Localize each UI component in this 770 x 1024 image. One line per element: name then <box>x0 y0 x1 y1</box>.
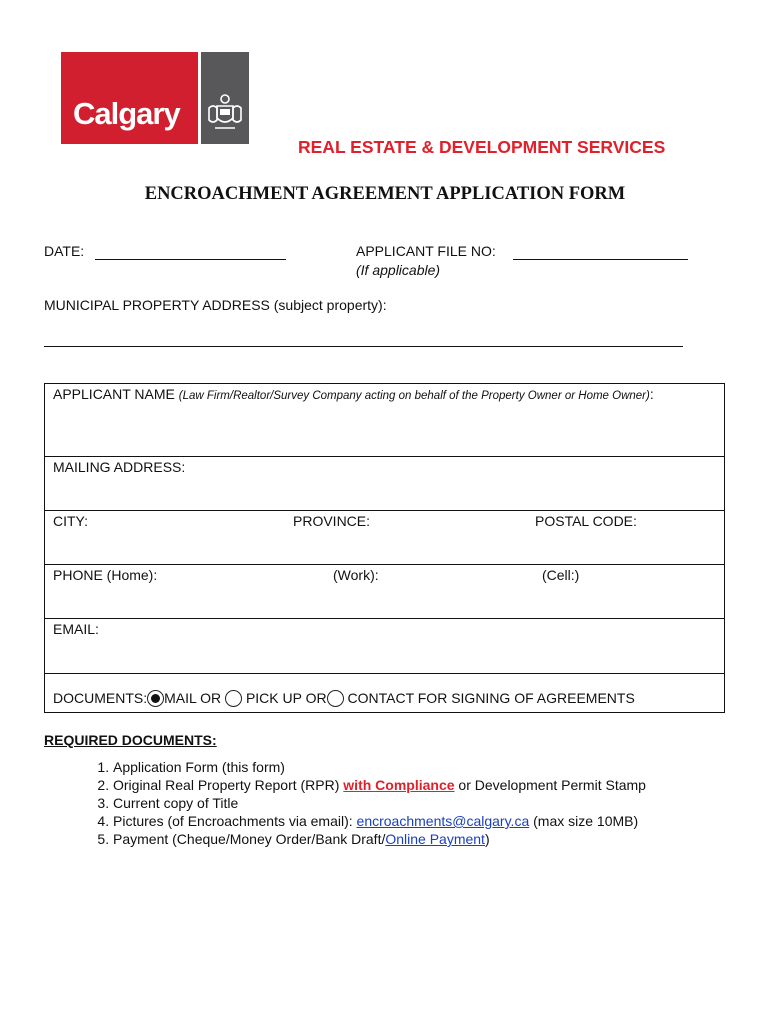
address-field[interactable] <box>44 346 683 347</box>
email-label: EMAIL: <box>53 621 99 637</box>
online-payment-link[interactable]: Online Payment <box>385 831 485 847</box>
item-text: Original Real Property Report (RPR) <box>113 777 344 793</box>
crest-icon <box>201 52 249 144</box>
required-documents-heading <box>44 732 217 748</box>
applicant-info-box <box>44 383 725 713</box>
documents-row <box>53 690 635 707</box>
phone-home-label: PHONE (Home): <box>53 567 158 583</box>
divider <box>45 564 724 565</box>
calgary-logo <box>61 52 198 144</box>
list-item <box>113 776 646 794</box>
list-item <box>113 758 646 776</box>
item-text: Payment (Cheque/Money Order/Bank Draft/ <box>113 831 386 847</box>
divider <box>45 510 724 511</box>
date-field[interactable] <box>95 259 286 260</box>
file-no-note: (If applicable) <box>356 262 441 278</box>
mail-option-suffix: OR <box>196 690 222 706</box>
item-text: Application Form (this form) <box>113 759 285 775</box>
pickup-option-label: PICK UP OR <box>245 690 327 706</box>
province-label: PROVINCE: <box>293 513 371 529</box>
contact-radio[interactable] <box>327 690 344 707</box>
address-label: MUNICIPAL PROPERTY ADDRESS (subject property): <box>44 297 387 313</box>
mail-radio[interactable] <box>147 690 164 707</box>
item-text: (max size 10MB) <box>529 813 639 829</box>
logo-wordmark: Calgary <box>73 96 180 131</box>
mail-option-label: MAIL <box>164 690 197 706</box>
item-text: or Development Permit Stamp <box>454 777 646 793</box>
documents-label: DOCUMENTS: <box>53 690 148 706</box>
city-label: CITY: <box>53 513 89 529</box>
list-item <box>113 830 646 848</box>
item-text: ) <box>484 831 490 847</box>
divider <box>45 456 724 457</box>
department-heading: REAL ESTATE & DEVELOPMENT SERVICES <box>298 137 666 157</box>
list-item <box>113 812 646 830</box>
divider <box>45 618 724 619</box>
compliance-emphasis: with Compliance <box>343 777 455 793</box>
required-documents-list <box>69 758 646 848</box>
phone-work-label: (Work): <box>333 567 379 583</box>
date-label: DATE: <box>44 243 85 259</box>
file-no-field[interactable] <box>513 259 688 260</box>
mailing-address-label: MAILING ADDRESS: <box>53 459 186 475</box>
postal-code-label: POSTAL CODE: <box>535 513 637 529</box>
contact-option-label: CONTACT FOR SIGNING OF AGREEMENTS <box>347 690 635 706</box>
required-heading-colon: : <box>212 732 217 748</box>
form-title: ENCROACHMENT AGREEMENT APPLICATION FORM <box>144 184 626 204</box>
applicant-name-colon: : <box>649 386 654 402</box>
applicant-name-field[interactable] <box>53 386 654 402</box>
item-text: Pictures (of Encroachments via email): <box>113 813 357 829</box>
required-heading-text: REQUIRED DOCUMENTS <box>44 732 213 748</box>
email-link[interactable]: encroachments@calgary.ca <box>356 813 530 829</box>
file-no-label: APPLICANT FILE NO: <box>356 243 496 259</box>
applicant-name-label: APPLICANT NAME <box>53 386 175 402</box>
applicant-name-note: (Law Firm/Realtor/Survey Company acting on behalf of the Property Owner or Home Owner) <box>178 390 650 402</box>
item-text: Current copy of Title <box>113 795 239 811</box>
phone-cell-label: (Cell:) <box>542 567 580 583</box>
pickup-radio[interactable] <box>225 690 242 707</box>
divider <box>45 673 724 674</box>
list-item <box>113 794 646 812</box>
